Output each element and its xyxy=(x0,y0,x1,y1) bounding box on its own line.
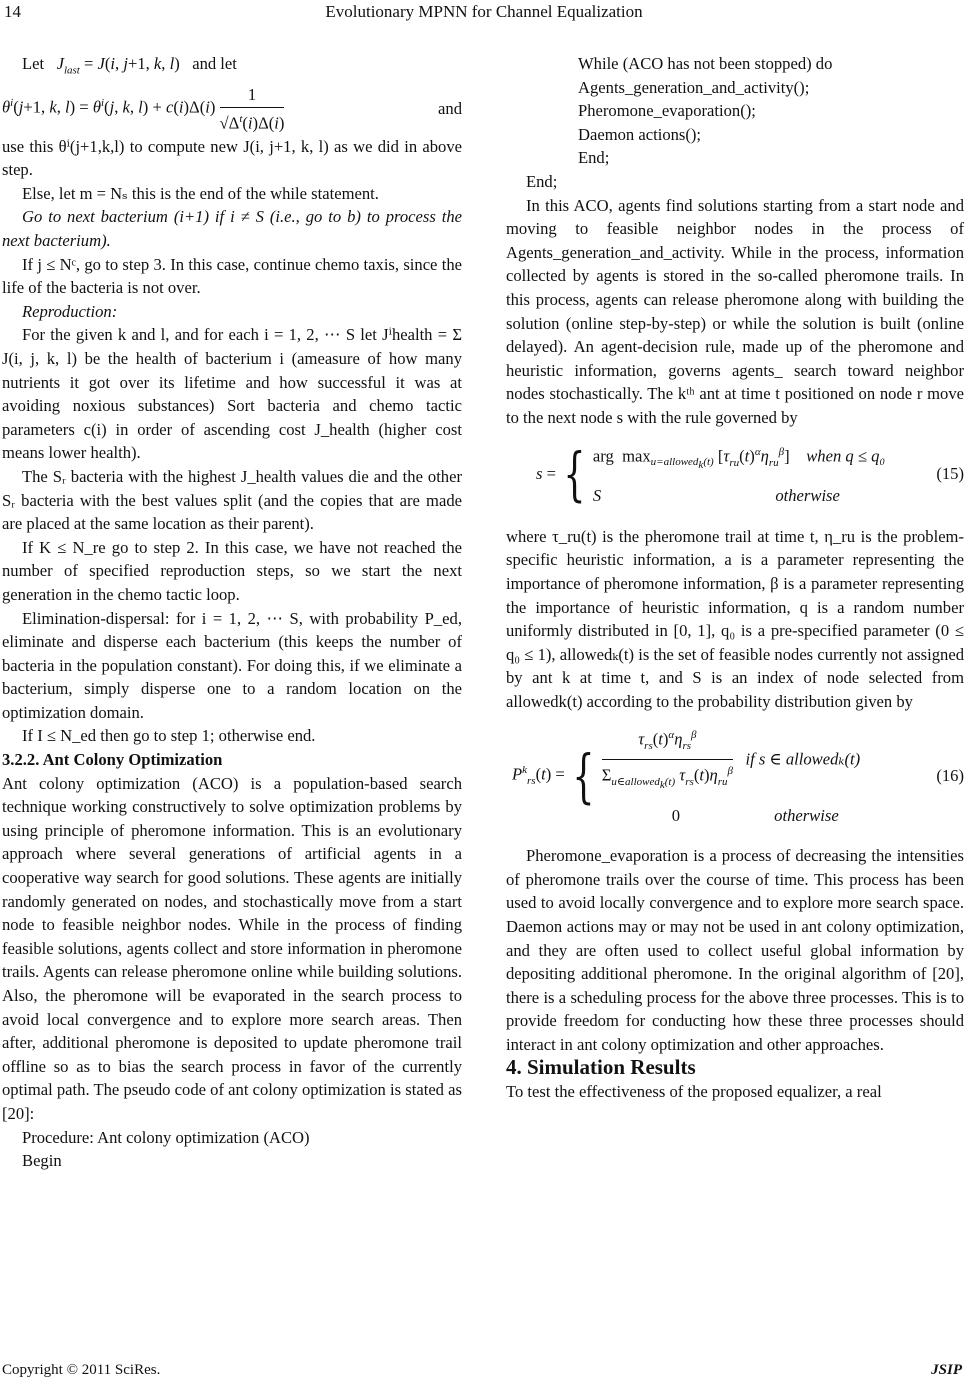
paragraph-next-bacterium: Go to next bacterium (i+1) if i ≠ S (i.e., go to b) to process the next bacterium). xyxy=(2,207,462,250)
paragraph-where: where τ_ru(t) is the pheromone trail at time t, η_ru is the problem-specific heuristic information, a is a parameter representing the importance of pheromone information, β is a parameter representing the importance of heuristic information, q is a random number uniformly distributed in [0, 1], q₀ is a pre-specified parameter (0 ≤ q₀ ≤ 1), allowedₖ(t) is the set of feasible nodes currently not assigned by ant k at time t, and S is an index of node selected from allowedk(t) according to the probability distribution given by xyxy=(506,526,964,711)
paragraph-aco-intro: Ant colony optimization (ACO) is a population-based search technique working constructively to solve optimization problems by using principle of pheromone information. This is an evolutionary approach where several generations of artificial agents in a cooperative way search for good solutions. These agents are initially randomly generated on nodes, and stochastically move from a start node to feasible neighbor nodes. While in the process of finding feasible solutions, agents collect and store information in pheromone trails. Agents can release pheromone online while building solutions. Also, the pheromone will be evaporated in the search process to avoid local convergence and to explore more search areas. Then after, additional pheromone is deposited to update pheromone trail offline so as to bias the search process in favor of the currently optimal path. The pseudo code of ant colony optimization is stated as [20]: xyxy=(2,773,462,1123)
paragraph-end-condition: If I ≤ N_ed then go to step 1; otherwise end. xyxy=(22,726,316,746)
equation-16: $P^k_{rs}(t)$ = { $\frac{\tau_{rs}(t)^\alpha\eta_{rs}^\beta}{\Sigma_{u\in allowed_k(t)} \tau_{rs}(t)\eta_{ru}^\beta}$ if s ∈ allowedₖ(t) 0 otherwise (16) xyxy=(506,721,964,830)
footer-copyright: Copyright © 2011 SciRes. xyxy=(2,1362,161,1378)
eq16-condition-2: otherwise xyxy=(774,805,839,825)
paragraph-elimination: Elimination-dispersal: for i = 1, 2, ⋯ S, with probability P_ed, eliminate and disperse each bacterium (this keeps the number of bacteria in the population constant). For doing this, if we eliminate a bacterium, simply disperse one to a random location on the optimization domain. xyxy=(2,608,462,722)
code-line: Pheromone_evaporation(); xyxy=(578,101,756,121)
eq15-condition-2: otherwise xyxy=(775,486,840,506)
pseudo-code xyxy=(506,52,964,170)
equation-15-cases: arg $\max_{u=allowed_k(t)} [\tau_{ru}(t)^\alpha\eta_{ru}^\beta]$ when q ≤ q₀ S otherwise xyxy=(592,445,886,506)
code-end: End; xyxy=(526,171,558,191)
eq15-condition-1: when q ≤ q₀ xyxy=(806,446,886,466)
begin-line: Begin xyxy=(22,1151,62,1171)
page-number: 14 xyxy=(4,2,21,21)
paragraph-split: The Sᵣ bacteria with the highest J_health values die and the other Sᵣ bacteria with the best values split (and the copies that are made are placed at the same location as their parent). xyxy=(2,466,462,534)
code-line: End; xyxy=(578,148,610,168)
running-title: Evolutionary MPNN for Channel Equalization xyxy=(325,2,643,21)
equation-15-number: (15) xyxy=(936,464,964,484)
right-column xyxy=(506,52,964,1104)
equation-16-number: (16) xyxy=(936,766,964,785)
paragraph-chemotaxis: If j ≤ Nᶜ, go to step 3. In this case, continue chemo taxis, since the life of the bacteria is not over. xyxy=(2,254,462,298)
left-column xyxy=(2,52,462,1173)
paragraph-reproduction-step: If K ≤ N_re go to step 2. In this case, we have not reached the number of specified reproduction steps, so we start the next generation in the chemo tactic loop. xyxy=(2,537,462,604)
paragraph-simulation: To test the effectiveness of the proposed equalizer, a real xyxy=(506,1082,882,1102)
procedure-line: Procedure: Ant colony optimization (ACO) xyxy=(22,1127,310,1147)
eq16-value-2: 0 xyxy=(671,805,680,825)
section-heading-simulation: 4. Simulation Results xyxy=(506,1055,696,1080)
code-line: Agents_generation_and_activity(); xyxy=(578,77,810,97)
paragraph-evaporation: Pheromone_evaporation is a process of decreasing the intensities of pheromone trails over the course of time. This process has been used to avoid locally convergence and to explore more search space. Daemon actions may or may not be used in ant colony optimization, and they are often used to collect useful global information by depositing additional pheromone. In the original algorithm of [20], there is a scheduling process for the above three processes. This is to provide freedom for conducting how these three processes should interact in ant colony optimization and other approaches. xyxy=(506,846,964,1054)
section-heading-aco: 3.2.2. Ant Colony Optimization xyxy=(2,750,223,770)
code-line: While (ACO has not been stopped) do xyxy=(578,54,833,73)
heading-reproduction: Reproduction: xyxy=(22,301,118,321)
paragraph-use-theta: use this θⁱ(j+1,k,l) to compute new J(i, j+1, k, l) as we did in above step. xyxy=(2,136,462,180)
brace-glyph: { xyxy=(572,741,595,810)
code-line: Daemon actions(); xyxy=(578,124,702,144)
theta-update-equation: $\theta^i(j+1$, k, $l) = \theta^i(j$, k, l) + c(i)Δ(i) $\frac{1}{√\Delta^t(i)\Delta(i)}$ and xyxy=(2,84,462,133)
paragraph-aco-agents: In this ACO, agents find solutions starting from a start node and moving to feasible neighbor nodes in the process of Agents_generation_and_activity. While in the process, information collected by agents is stored in the so-called pheromone trails. In this process, agents can release pheromone along with building the solution (online step-by-step) or while the solution is built (online delayed). An agent-decision rule, made up of the pheromone and heuristic information, governs agents_ search toward neighbor nodes stochastically. The kᵗʰ ant at time t positioned on node r move to the next node s with the rule governed by xyxy=(506,195,964,427)
brace-glyph: { xyxy=(563,440,586,509)
let-statement: Let $J_{last} = J(i$, j+1, k, l) and let xyxy=(22,54,237,77)
paragraph-else: Else, let m = Nₛ this is the end of the while statement. xyxy=(22,183,379,203)
equation-16-cases: $\frac{\tau_{rs}(t)^\alpha\eta_{rs}^\beta}{\Sigma_{u\in allowed_k(t)} \tau_{rs}(t)\eta_{ru}^\beta}$ if s ∈ allowedₖ(t) 0 otherwise xyxy=(602,721,937,830)
footer-journal: JSIP xyxy=(931,1362,962,1378)
eq16-condition-1: if s ∈ allowedₖ(t) xyxy=(745,749,861,769)
paragraph-health: For the given k and l, and for each i = 1, 2, ⋯ S let Jⁱhealth = Σ J(i, j, k, l) be the health of bacterium i (ameasure of how many nutrients it got over its lifetime and how successful it was at avoiding noxious substances) Sort bacteria and chemo tactic parameters c(i) in order of ascending cost J_health (higher cost means lower health). xyxy=(2,325,462,463)
equation-15: s = { arg $\max_{u=allowed_k(t)} [\tau_{ru}(t)^\alpha\eta_{ru}^\beta]$ when q ≤ q₀ S otherwise (15) xyxy=(506,438,964,511)
